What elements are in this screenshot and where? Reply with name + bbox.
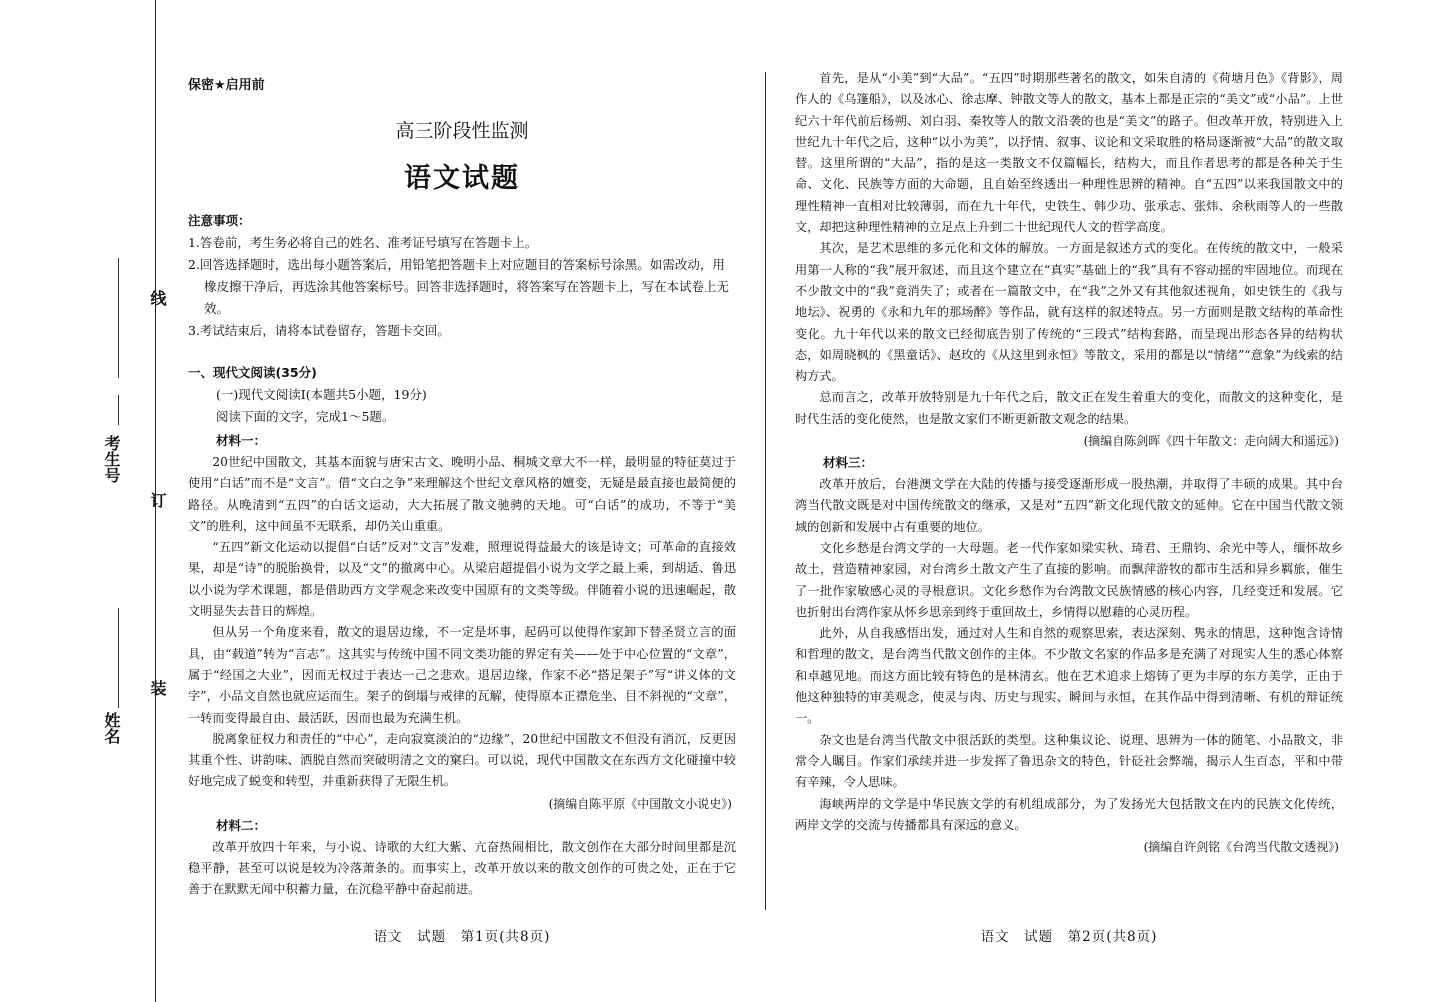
paragraph: 改革开放四十年来，与小说、诗歌的大红大紫、亢奋热闹相比，散文创作在大部分时间里都是沉稳平静，甚至可以说是较为冷落萧条的。而事实上，改革开放以来的散文创作的可贵之处，正在于它善于在默默无闻中积蓄力量，在沉稳平静中奋起前进。 xyxy=(188,839,736,897)
paragraph: 此外，从自我感悟出发，通过对人生和自然的观察思索，表达深刻、隽永的情思，这种饱含诗情和哲理的散文，是台湾当代散文创作的主体。不少散文名家的作品多是充满了对现实人生的悉心体察和卓越见地。而这方面比较有特色的是林清玄。他在艺术追求上熔铸了更为丰厚的东方美学，正由于他这种独特的审美观念，使灵与肉、历史与现实、瞬间与永恒，在其作品中得到清晰、有机的辩证统一。 xyxy=(795,626,1343,726)
material-2-source: (摘编自陈剑晖《四十年散文：走向阔大和遥远》) xyxy=(1083,434,1339,449)
exam-no-label: 考生号 xyxy=(102,435,121,483)
material-3-text xyxy=(795,474,1343,836)
subsection-heading: (一)现代文阅读Ⅰ(本题共5小题，19分) xyxy=(216,387,427,402)
page-2-body xyxy=(795,68,1343,858)
paragraph: 20世纪中国散文，其基本面貌与唐宋古文、晚明小品、桐城文章大不一样，最明显的特征莫过于使用“白话”而不是“文言”。借“文白之争”来理解这个世纪文章风格的嬗变，无疑是最直接也最简便的路径。从晚清到“五四”的白话文运动，大大拓展了散文驰骋的天地。可“白话”的成功，不等于“美文”的胜利，这中间虽不无联系，却仍关山重重。 xyxy=(188,455,736,533)
material-2-text-cont xyxy=(795,68,1343,430)
material-3-source: (摘编自许剑铭《台湾当代散文透视》) xyxy=(1143,840,1339,855)
binding-rule-3 xyxy=(118,608,119,708)
paragraph: 海峡两岸的文学是中华民族文学的有机组成部分，为了发扬光大包括散文在内的民族文化传统，两岸文学的交流与传播都具有深远的意义。 xyxy=(795,796,1343,832)
paragraph: “五四”新文化运动以提倡“白话”反对“文言”发难，照理说得益最大的该是诗文；可革命的直接效果，却是“诗”的脱胎换骨，以及“文”的撤离中心。从梁启超提倡小说为文学之最上乘，到胡适、鲁迅以小说为学术课题，都是借助西方文学观念来改变中国原有的文类等级。伴随着小说的迅速崛起，散文明显失去昔日的辉煌。 xyxy=(188,540,736,619)
mark-zhuang: 装 xyxy=(148,680,167,696)
paragraph: 但从另一个角度来看，散文的退居边缘，不一定是坏事，起码可以使得作家卸下替圣贤立言的面具，由“载道”转为“言志”。这其实与传统中国不同文类功能的界定有关——处于中心位置的“文章”，属于“经国之大业”，因而无权过于表达一己之悲欢。退居边缘，作家不必“搭足架子”写“讲义体的文字”，小品文自然也就应运而生。架子的倒塌与戒律的瓦解，使得原本正襟危坐、目不斜视的“文章”，一转而变得最自由、最活跃，因而也最为充满生机。 xyxy=(188,625,736,725)
material-1-source: (摘编自陈平原《中国散文小说史》) xyxy=(548,796,732,811)
note-item: 3.考试结束后，请将本试卷留存，答题卡交回。 xyxy=(188,323,450,338)
material-2-label: 材料二： xyxy=(216,817,267,833)
paragraph: 改革开放后，台港澳文学在大陆的传播与接受逐渐形成一股热潮，并取得了丰硕的成果。其中台湾当代散文既是对中国传统散文的继承，又是对“五四”新文化现代散文的延伸。它在中国当代散文领域的创新和发展中占有重要的地位。 xyxy=(795,477,1343,534)
paragraph: 总而言之，改革开放特别是九十年代之后，散文正在发生着重大的变化，而散文的这种变化，是时代生活的变化使然，也是散文家们不断更新散文观念的结果。 xyxy=(795,390,1343,426)
material-2-text-start xyxy=(188,837,736,901)
page-1-footer: 语文 试题 第1页(共8页) xyxy=(373,929,551,945)
mark-xian: 线 xyxy=(148,290,167,306)
paragraph: 杂文也是台湾当代散文中很活跃的类型。这种集议论、说理、思辨为一体的随笔、小品散文，非常令人瞩目。作家们承续并进一步发挥了鲁迅杂文的特色，针砭社会弊端，揭示人生百态，平和中带有辛辣，令人思味。 xyxy=(795,732,1343,790)
binding-rule-1 xyxy=(118,258,119,378)
page-2-footer: 语文 试题 第2页(共8页) xyxy=(980,929,1158,945)
paragraph: 其次，是艺术思维的多元化和文体的解放。一方面是叙述方式的变化。在传统的散文中，一般采用第一人称的“我”展开叙述，而且这个建立在“真实”基础上的“我”具有不容动摇的牢固地位。而现在不少散文中的“我”竟消失了；或者在一篇散文中，在“我”之外又有其他叙述视角，如史铁生的《我与地坛》、祝勇的《永和九年的那场醉》等作品，就有这样的叙述特点。另一方面则是散文结构的革命性变化。九十年代以来的散文已经彻底告别了传统的“三段式”结构套路，而呈现出形态各异的结构状态，如周晓枫的《黑童话》、赵玫的《从这里到永恒》等散文，采用的都是以“情绪”“意象”为线索的结构方式。 xyxy=(795,241,1343,384)
page-divider xyxy=(765,72,766,910)
notes-block xyxy=(188,210,736,342)
section-1-header xyxy=(188,362,736,428)
paragraph: 文化乡愁是台湾文学的一大母题。老一代作家如梁实秋、琦君、王鼎钧、余光中等人，缅怀故乡故土，营造精神家园，对台湾乡土散文产生了直接的影响。而飘萍游牧的都市生活和异乡羁旅，催生了一批作家敏感心灵的寻根意识。文化乡愁作为台湾散文民族情感的核心内容，几经变迁和发展。它也折射出台湾作家从怀乡思亲到终于重回故土，乡情得以慰藉的心灵历程。 xyxy=(795,540,1343,619)
note-item: 2.回答选择题时，选出每小题答案后，用铅笔把答题卡上对应题目的答案标号涂黑。如需改动，用橡皮擦干净后，再选涂其他答案标号。回答非选择题时，将答案写在答题卡上，写在本试卷上无效。 xyxy=(188,257,730,316)
notes-heading: 注意事项： xyxy=(188,213,251,228)
instruction: 阅读下面的文字，完成1～5题。 xyxy=(216,409,395,424)
section-heading: 一、现代文阅读(35分) xyxy=(188,365,317,380)
material-1-label: 材料一： xyxy=(216,433,267,448)
secret-label: 保密★启用前 xyxy=(188,78,265,93)
name-label: 姓名 xyxy=(102,712,121,744)
material-1-text xyxy=(188,452,736,793)
page-1-body xyxy=(188,430,736,901)
subject-title: 语文试题 xyxy=(404,163,520,194)
paragraph: 首先，是从“小美”到“大品”。“五四”时期那些著名的散文，如朱自清的《荷塘月色》《背影》，周作人的《乌篷船》，以及冰心、徐志摩、钟散文等人的散文，基本上都是正宗的“美文”或“小品”。上世纪六十年代前后杨朔、刘白羽、秦牧等人的散文沿袭的也是“美文”的路子。但改革开放，特别进入上世纪九十年代之后，这种“以小为美”，以抒情、叙事、议论和文采取胜的格局逐渐被“大品”的散文取替。这里所谓的“大品”，指的是这一类散文不仅篇幅长，结构大，而且作者思考的都是各种关于生命、文化、民族等方面的大命题，且自始至终透出一种理性思辨的精神。自“五四”以来我国散文中的理性精神一直相对比较薄弱，而在九十年代，史铁生、韩少功、张承志、张炜、余秋雨等人的一些散文，却把这种理性精神的立足点上升到二十世纪现代人文的哲学高度。 xyxy=(795,71,1343,235)
paragraph: 脱离象征权力和责任的“中心”，走向寂寞淡泊的“边缘”，20世纪中国散文不但没有消沉，反更因其重个性、讲韵味、洒脱自然而突破明清之文的窠臼。可以说，现代中国散文在东西方文化碰撞中较好地完成了蜕变和转型，并重新获得了无限生机。 xyxy=(188,731,736,789)
material-3-label: 材料三： xyxy=(823,455,874,471)
mark-ding: 订 xyxy=(148,492,167,508)
note-item: 1.答卷前，考生务必将自己的姓名、准考证号填写在答题卡上。 xyxy=(188,235,538,250)
binding-rule-2 xyxy=(118,395,119,425)
exam-title: 高三阶段性监测 xyxy=(395,120,529,142)
